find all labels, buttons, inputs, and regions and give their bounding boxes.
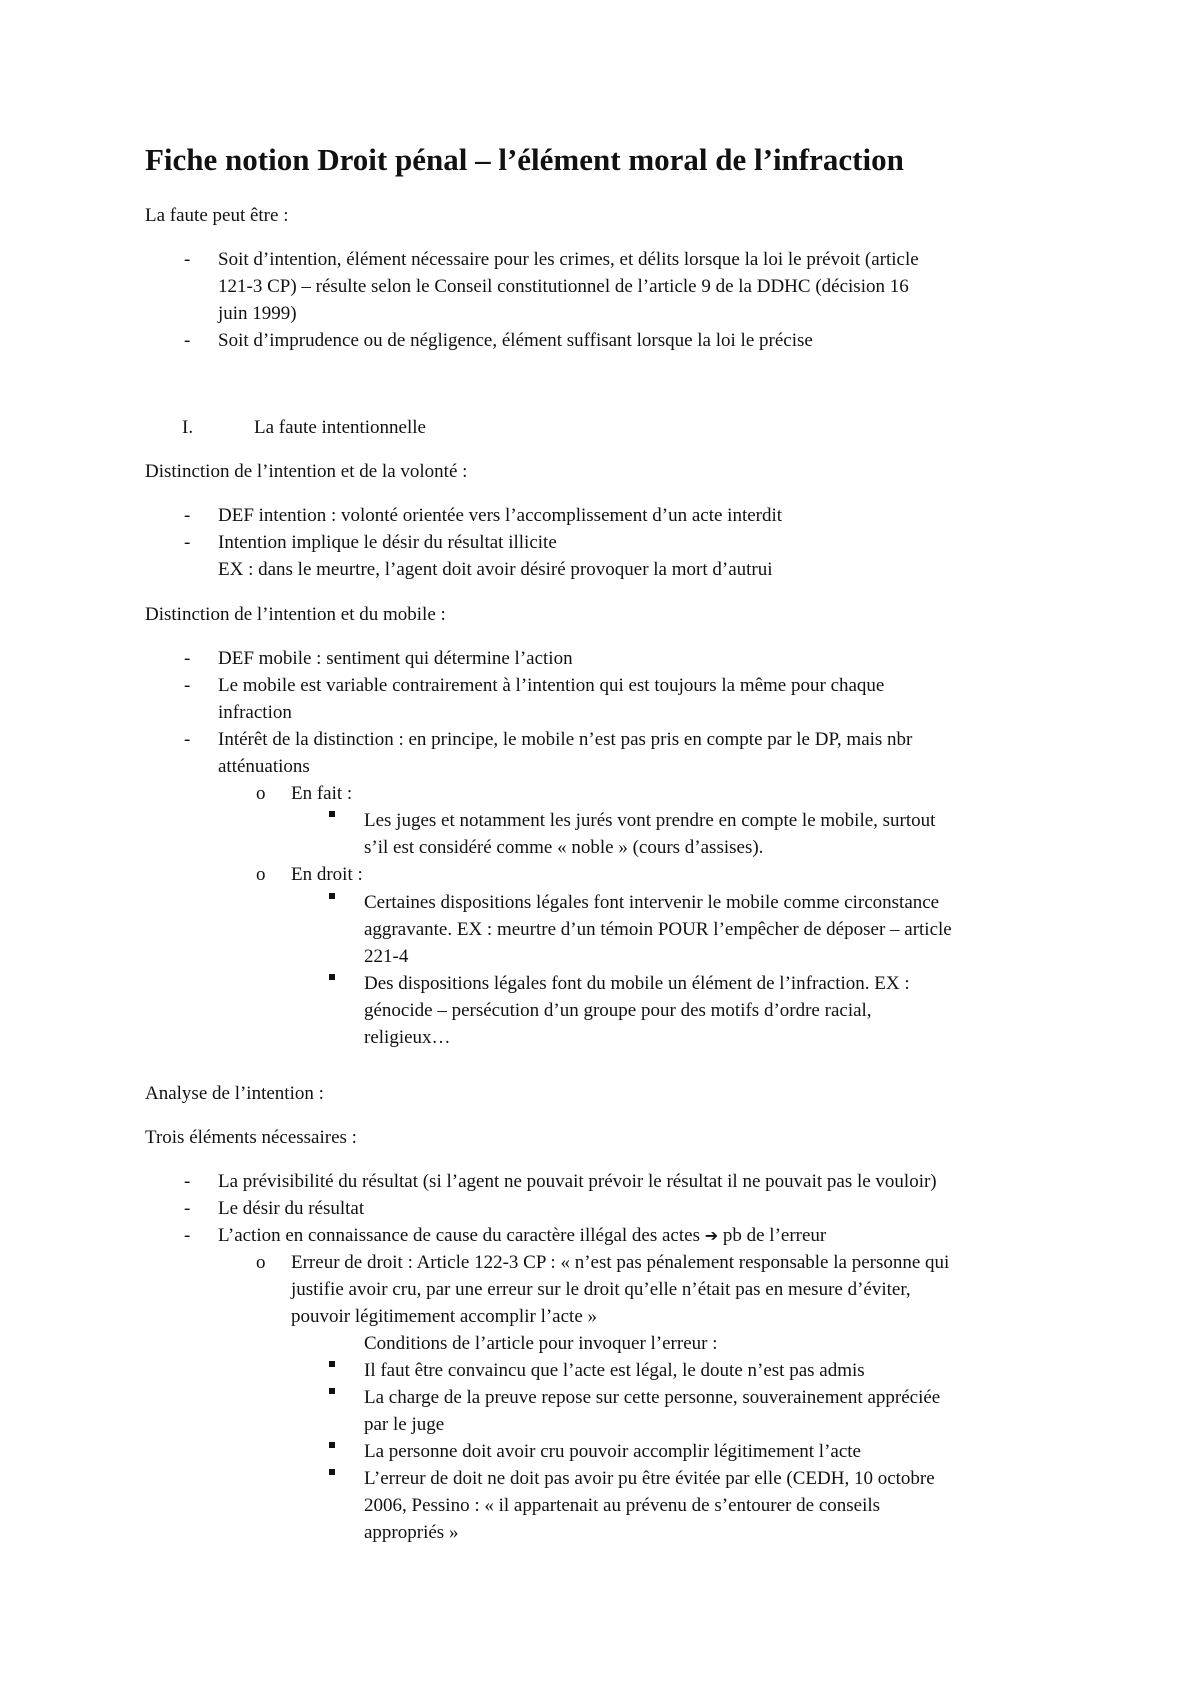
square-bullet-icon bbox=[329, 893, 335, 899]
dash-marker: - bbox=[184, 505, 191, 526]
list-item-line: DEF mobile : sentiment qui détermine l’action bbox=[218, 648, 573, 669]
dash-marker: - bbox=[184, 648, 191, 669]
section-title: La faute intentionnelle bbox=[254, 417, 426, 438]
dash-marker: - bbox=[184, 1198, 191, 1219]
paragraph-heading: Distinction de l’intention et de la volonté : bbox=[145, 461, 468, 482]
section-number: I. bbox=[182, 417, 194, 438]
list-item-text: pb de l’erreur bbox=[722, 1225, 827, 1246]
list-item-line: Soit d’intention, élément nécessaire pour les crimes, et délits lorsque la loi le prévoit (article bbox=[218, 249, 919, 270]
circle-marker: o bbox=[256, 1252, 266, 1273]
list-item-line: Soit d’imprudence ou de négligence, élément suffisant lorsque la loi le précise bbox=[218, 330, 813, 351]
list-item-line bbox=[218, 1222, 826, 1249]
bullet-line: appropriés » bbox=[364, 1522, 459, 1543]
square-bullet-icon bbox=[329, 811, 335, 817]
bullet-line: s’il est considéré comme « noble » (cours d’assises). bbox=[364, 837, 764, 858]
paragraph-heading: Analyse de l’intention : bbox=[145, 1083, 324, 1104]
bullet-line: L’erreur de doit ne doit pas avoir pu être évitée par elle (CEDH, 10 octobre bbox=[364, 1468, 935, 1489]
list-item-line: Le mobile est variable contrairement à l’intention qui est toujours la même pour chaque bbox=[218, 675, 885, 696]
dash-marker: - bbox=[184, 532, 191, 553]
sub-list-label: En droit : bbox=[291, 864, 363, 885]
bullet-line: génocide – persécution d’un groupe pour des motifs d’ordre racial, bbox=[364, 1000, 872, 1021]
list-item-line: La prévisibilité du résultat (si l’agent ne pouvait prévoir le résultat il ne pouvait pas le vouloir) bbox=[218, 1171, 937, 1192]
bullet-line: Il faut être convaincu que l’acte est légal, le doute n’est pas admis bbox=[364, 1360, 865, 1381]
bullet-line: 2006, Pessino : « il appartenait au prévenu de s’entourer de conseils bbox=[364, 1495, 881, 1516]
square-bullet-icon bbox=[329, 1469, 335, 1475]
dash-marker: - bbox=[184, 729, 191, 750]
dash-marker: - bbox=[184, 1225, 191, 1246]
bullet-line: La charge de la preuve repose sur cette personne, souverainement appréciée bbox=[364, 1387, 941, 1408]
list-item-line: Intention implique le désir du résultat illicite bbox=[218, 532, 557, 553]
list-item-line: infraction bbox=[218, 702, 292, 723]
bullet-line: La personne doit avoir cru pouvoir accomplir légitimement l’acte bbox=[364, 1441, 861, 1462]
dash-marker: - bbox=[184, 249, 191, 270]
bullet-line: Certaines dispositions légales font intervenir le mobile comme circonstance bbox=[364, 892, 940, 913]
list-item-line: Intérêt de la distinction : en principe, le mobile n’est pas pris en compte par le DP, mais nbr bbox=[218, 729, 913, 750]
sub-list-line: justifie avoir cru, par une erreur sur le droit qu’elle n’était pas en mesure d’éviter, bbox=[291, 1279, 911, 1300]
square-bullet-icon bbox=[329, 1361, 335, 1367]
bullet-line: Des dispositions légales font du mobile un élément de l’infraction. EX : bbox=[364, 973, 910, 994]
paragraph-heading: Distinction de l’intention et du mobile : bbox=[145, 604, 446, 625]
document-title: Fiche notion Droit pénal – l’élément moral de l’infraction bbox=[145, 142, 904, 177]
conditions-heading: Conditions de l’article pour invoquer l’erreur : bbox=[364, 1333, 718, 1354]
intro-text: La faute peut être : bbox=[145, 205, 289, 226]
sub-list-line: pouvoir légitimement accomplir l’acte » bbox=[291, 1306, 598, 1327]
circle-marker: o bbox=[256, 783, 266, 804]
circle-marker: o bbox=[256, 864, 266, 885]
list-item-line: juin 1999) bbox=[218, 303, 297, 324]
square-bullet-icon bbox=[329, 974, 335, 980]
list-item-line: EX : dans le meurtre, l’agent doit avoir désiré provoquer la mort d’autrui bbox=[218, 559, 773, 580]
bullet-line: par le juge bbox=[364, 1414, 445, 1435]
dash-marker: - bbox=[184, 675, 191, 696]
list-item-line: 121-3 CP) – résulte selon le Conseil constitutionnel de l’article 9 de la DDHC (décision 16 bbox=[218, 276, 909, 297]
arrow-right-icon: ➔ bbox=[704, 1226, 719, 1245]
list-item-line: atténuations bbox=[218, 756, 310, 777]
list-item-line: DEF intention : volonté orientée vers l’accomplissement d’un acte interdit bbox=[218, 505, 783, 526]
dash-marker: - bbox=[184, 330, 191, 351]
list-item-text: L’action en connaissance de cause du caractère illégal des actes bbox=[218, 1225, 700, 1246]
bullet-line: 221-4 bbox=[364, 946, 409, 967]
list-item-line: Le désir du résultat bbox=[218, 1198, 365, 1219]
sub-list-label: En fait : bbox=[291, 783, 353, 804]
bullet-line: aggravante. EX : meurtre d’un témoin POUR l’empêcher de déposer – article bbox=[364, 919, 952, 940]
square-bullet-icon bbox=[329, 1388, 335, 1394]
dash-marker: - bbox=[184, 1171, 191, 1192]
bullet-line: religieux… bbox=[364, 1027, 451, 1048]
sub-list-line: Erreur de droit : Article 122-3 CP : « n’est pas pénalement responsable la personne qui bbox=[291, 1252, 950, 1273]
paragraph-subheading: Trois éléments nécessaires : bbox=[145, 1127, 357, 1148]
bullet-line: Les juges et notamment les jurés vont prendre en compte le mobile, surtout bbox=[364, 810, 936, 831]
square-bullet-icon bbox=[329, 1442, 335, 1448]
